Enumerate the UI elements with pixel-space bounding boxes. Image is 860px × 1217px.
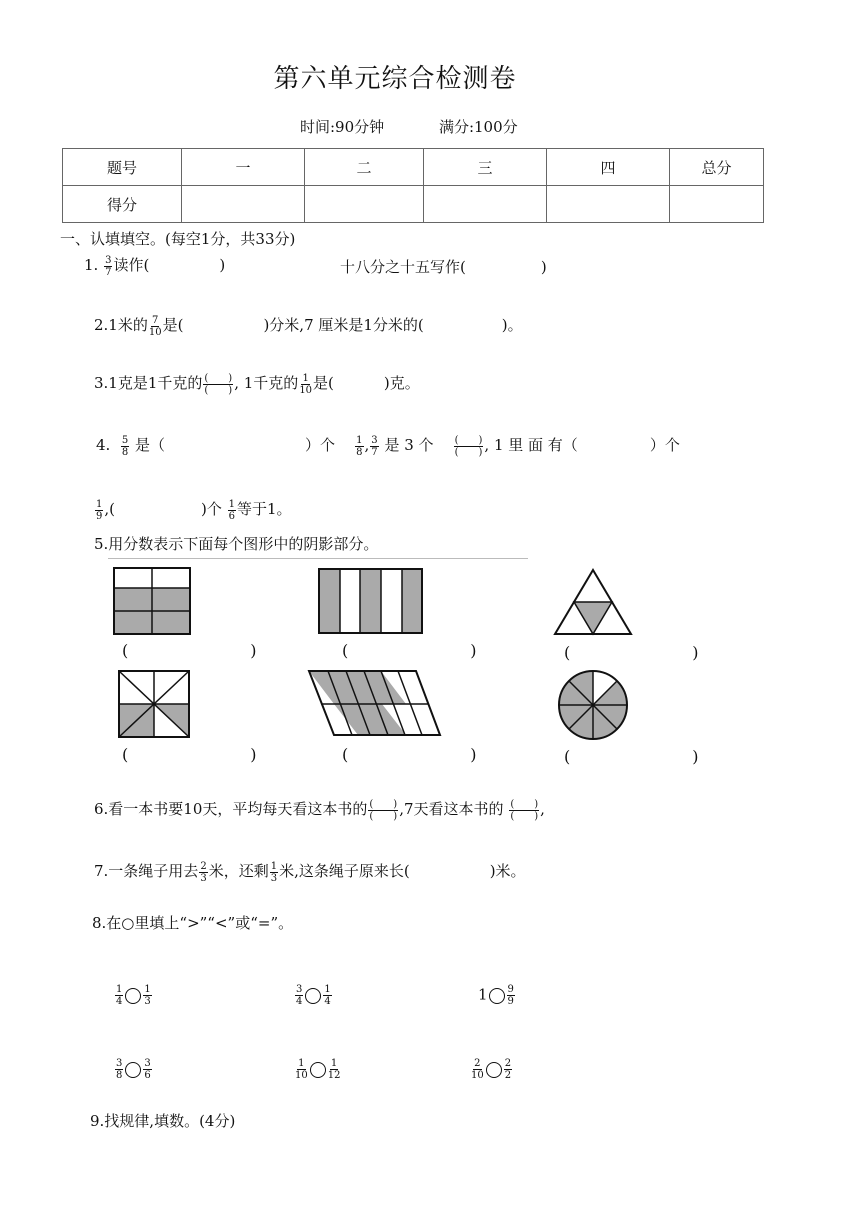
table-cell: 总分 (670, 149, 764, 186)
answer-paren[interactable]: ( ) (564, 747, 729, 766)
score-input-cell[interactable] (182, 186, 305, 223)
figure-square-diagonals (116, 668, 192, 740)
page-title: 第六单元综合检测卷 (273, 64, 517, 94)
compare-circle[interactable] (125, 988, 141, 1004)
question-4b: $\frac{1}{9}$ ,( )个 $\frac{1}{6}$ 等于1。 (96, 498, 292, 522)
compare-item: $\frac{2}{10}$ $\frac{2}{2}$ (471, 1058, 512, 1081)
question-2: 2.1米的 $\frac{7}{10}$ 是( )分米,7 厘米是1分米的( )。 (94, 314, 523, 338)
fraction-blank[interactable]: $\frac{( )}{( )}$ (204, 372, 233, 396)
compare-circle[interactable] (305, 988, 321, 1004)
exam-info (300, 116, 568, 137)
compare-circle[interactable] (125, 1062, 141, 1078)
exam-time: 时间:90分钟 (300, 118, 385, 136)
fraction: $\frac{7}{10}$ (148, 314, 162, 338)
table-cell: 二 (305, 149, 424, 186)
compare-circle[interactable] (486, 1062, 502, 1078)
figure-parallelogram (306, 668, 444, 738)
question-6: 6.看一本书要10天，平均每天看这本书的 $\frac{( )}{( )}$ ,7天看这本书的 $\frac{( )}{( )}$ , (94, 798, 545, 822)
question-5: 5.用分数表示下面每个图形中的阴影部分。 (94, 535, 379, 553)
score-input-cell[interactable] (547, 186, 670, 223)
compare-circle[interactable] (310, 1062, 326, 1078)
compare-item: 1 $\frac{9}{9}$ (478, 984, 514, 1007)
question-1: 1. $\frac{3}{7}$ 读作( ) (84, 254, 226, 278)
compare-circle[interactable] (489, 988, 505, 1004)
fraction: $\frac{3}{7}$ (105, 254, 112, 278)
question-4: 4. $\frac{5}{8}$ 是（ ）个 $\frac{1}{8}$ , $\frac{3}{7}$ 是 3 个 $\frac{( )}{( )}$ , 1 里 面 有（ ）个 (96, 434, 680, 458)
table-cell: 得分 (63, 186, 182, 223)
fraction: $\frac{1}{6}$ (228, 498, 236, 522)
table-cell: 题号 (63, 149, 182, 186)
fraction: $\frac{2}{3}$ (200, 860, 207, 884)
answer-paren[interactable]: ( ) (342, 641, 507, 660)
compare-item: $\frac{1}{10}$ $\frac{1}{12}$ (295, 1058, 341, 1081)
question-1b: 十八分之十五写作( ) (340, 258, 547, 276)
compare-item: $\frac{3}{4}$ $\frac{1}{4}$ (296, 984, 331, 1007)
fraction-blank[interactable]: $\frac{( )}{( )}$ (369, 798, 398, 822)
fraction: $\frac{1}{8}$ (356, 434, 363, 458)
fraction: $\frac{1}{3}$ (270, 860, 278, 884)
figure-rect-strips (316, 566, 426, 638)
exam-full-score: 满分:100分 (438, 118, 518, 136)
table-cell: 四 (547, 149, 670, 186)
fraction: $\frac{1}{9}$ (96, 498, 103, 522)
figure-circle (556, 668, 630, 742)
question-8: 8.在○里填上“>”“<”或“=”。 (92, 914, 294, 932)
figure-triangle (552, 566, 636, 638)
score-input-cell[interactable] (305, 186, 424, 223)
table-cell: 三 (424, 149, 547, 186)
question-7: 7.一条绳子用去 $\frac{2}{3}$ 米，还剩 $\frac{1}{3}$ 米,这条绳子原来长( )米。 (94, 860, 526, 884)
answer-paren[interactable]: ( ) (564, 643, 729, 662)
table-cell: 一 (182, 149, 305, 186)
compare-item: $\frac{1}{4}$ $\frac{1}{3}$ (116, 984, 151, 1007)
question-9: 9.找规律,填数。(4分) (90, 1112, 236, 1130)
fraction: $\frac{5}{8}$ (121, 434, 129, 458)
answer-paren[interactable]: ( ) (342, 745, 507, 764)
compare-item: $\frac{3}{8}$ $\frac{3}{6}$ (116, 1058, 151, 1081)
score-table (62, 148, 764, 223)
question-3: 3.1克是1千克的 $\frac{( )}{( )}$ , 1千克的 $\frac{1}{10}$ 是( )克。 (94, 372, 420, 396)
score-table-score-row (63, 186, 764, 223)
question-number: 1. (84, 256, 99, 274)
figure-rect-grid (112, 566, 194, 638)
fraction: $\frac{1}{10}$ (299, 372, 313, 396)
section-heading: 一、认填填空。(每空1分，共33分) (60, 230, 296, 248)
answer-paren[interactable]: ( ) (122, 745, 287, 764)
fraction-blank[interactable]: $\frac{( )}{( )}$ (510, 798, 539, 822)
fraction: $\frac{3}{7}$ (371, 434, 378, 458)
score-input-cell[interactable] (424, 186, 547, 223)
score-input-cell[interactable] (670, 186, 764, 223)
divider (108, 558, 528, 559)
fraction-blank[interactable]: $\frac{( )}{( )}$ (454, 434, 483, 458)
answer-paren[interactable]: ( ) (122, 641, 287, 660)
score-table-header-row (63, 149, 764, 186)
